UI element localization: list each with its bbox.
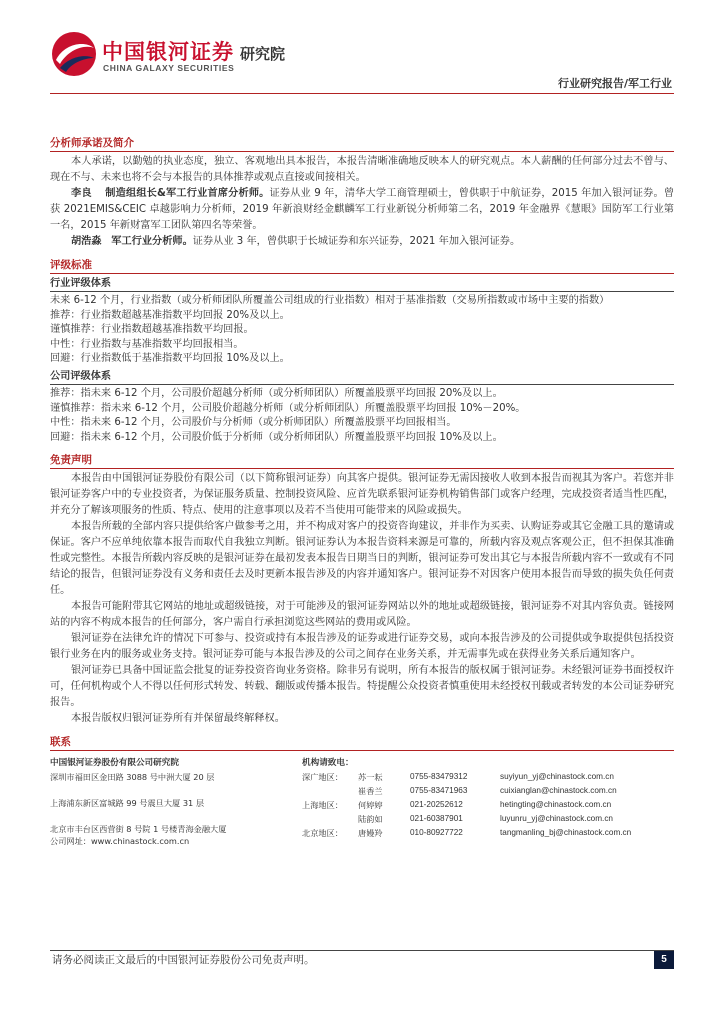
analyst-statement: 本人承诺，以勤勉的执业态度，独立、客观地出具本报告，本报告清晰准确地反映本人的研究观点。本人薪酬的任何部分过去不曾与、现在不与、未来也将不会与本报告的具体推荐或观点直接或间接相关。	[50, 156, 674, 183]
contact-row	[302, 826, 674, 840]
company-logo	[50, 30, 310, 80]
contact-name: 何婷婷	[358, 800, 383, 811]
contact-name: 苏一耘	[358, 772, 383, 783]
rating-line: 回避：行业指数低于基准指数平均回报 10%及以上。	[50, 353, 290, 365]
address-line: 北京市丰台区西营街 8 号院 1 号楼青海金融大厦	[50, 824, 227, 835]
contact-name: 崔香兰	[358, 786, 383, 797]
analyst-bio	[50, 186, 674, 234]
footer-note: 请务必阅读正文最后的中国银河证券股份公司免责声明。	[52, 954, 315, 966]
contact-section-title: 联系	[50, 735, 674, 751]
disclaimer-paragraph: 本报告版权归银河证券所有并保留最终解释权。	[71, 713, 285, 725]
contact-phone: 021-60387901	[410, 814, 463, 824]
company-rating-title: 公司评级体系	[50, 369, 674, 385]
analyst-bio-text: 证券从业 3 年，曾供职于长城证券和东兴证券，2021 年加入银河证券。	[192, 236, 521, 247]
analyst-title: 军工行业分析师。	[111, 236, 193, 247]
company-name-en: CHINA GALAXY SECURITIES	[103, 63, 235, 73]
contact-row	[302, 812, 674, 826]
analyst-bio-text: 证券从业 9 年，清华大学工商管理硕士，曾供职于中航证券，2015 年加入银河证券。曾获 2021EMIS&CEIC 卓越影响力分析师，2019 年新浪财经金麒麟军工行业新锐分析师第二名，2019 年金融界《慧眼》国防军工行业第一名，2015 年新财富军工团队第四名等荣誉。	[50, 188, 675, 231]
company-name-cn: 中国银河证券	[102, 40, 234, 64]
company-website[interactable]: 公司网址：www.chinastock.com.cn	[50, 836, 190, 847]
contact-row	[302, 784, 674, 798]
contact-region: 北京地区：	[302, 828, 343, 839]
address-line: 上海浦东新区富城路 99 号震旦大厦 31 层	[50, 798, 205, 809]
header-divider	[50, 93, 674, 94]
rating-line: 中性：行业指数与基准指数平均回报相当。	[50, 338, 244, 350]
rating-line: 谨慎推荐：行业指数超越基准指数平均回报。	[50, 324, 254, 336]
disclaimer-paragraph: 本报告由中国银河证券股份有限公司（以下简称银河证券）向其客户提供。银河证券无需因接收人收到本报告而视其为客户。若您并非银河证券客户中的专业投资者，为保证服务质量、控制投资风险、应首先联系银河证券机构销售部门或客户经理，完成投资者适当性匹配，并充分了解该项服务的性质、特点、使用的注意事项以及若不当使用可能带来的风险或损失。	[50, 473, 674, 517]
rating-line: 回避：指未来 6-12 个月，公司股价低于分析师（或分析师团队）所覆盖股票平均回报 10%及以上。	[50, 431, 503, 443]
contact-email[interactable]: hetingting@chinastock.com.cn	[500, 800, 612, 810]
analyst-bio	[50, 234, 674, 250]
disclaimer-paragraph: 银河证券已具备中国证监会批复的证券投资咨询业务资格。除非另有说明，所有本报告的版权属于银河证券。未经银河证券书面授权许可，任何机构或个人不得以任何形式转发、转载、翻版或传播本报告。特提醒公众投资者慎重使用未经授权刊载或者转发的本公司证券研究报告。	[50, 665, 674, 709]
report-type: 行业研究报告/军工行业	[557, 77, 672, 90]
disclaimer-paragraph: 银河证券在法律允许的情况下可参与、投资或持有本报告涉及的证券或进行证券交易，或向本报告涉及的公司提供或争取提供包括投资银行业务在内的服务或业务支持。银河证券可能与本报告涉及的公司之间存在业务关系，并无需事先或在获得业务关系后通知客户。	[50, 633, 674, 661]
contact-phone: 010-80927722	[410, 828, 463, 838]
rating-line: 谨慎推荐：指未来 6-12 个月，公司股价超越分析师（或分析师团队）所覆盖股票平均回报 10%－20%。	[50, 402, 526, 414]
galaxy-swoosh-icon	[50, 30, 98, 78]
disclaimer-paragraph: 本报告所载的全部内容只提供给客户做参考之用，并不构成对客户的投资咨询建议，并非作为买卖、认购证券或其它金融工具的邀请或保证。客户不应单纯依靠本报告而取代自我独立判断。银河证券认为本报告资料来源是可靠的，所载内容及观点客观公正，但不担保其准确性或完整性。本报告所载内容反映的是银河证券在最初发表本报告日期当日的判断，银河证券可发出其它与本报告所载内容不一致或有不同结论的报告，但银河证券没有义务和责任去及时更新本报告涉及的内容并通知客户。银河证券不对因客户使用本报告而导致的损失负任何责任。	[50, 521, 674, 597]
contact-phone: 0755-83471963	[410, 786, 468, 796]
contact-row	[302, 798, 674, 812]
main-content	[50, 136, 674, 867]
contact-phone: 0755-83479312	[410, 772, 468, 782]
contact-block	[50, 757, 674, 867]
rating-line: 中性：指未来 6-12 个月，公司股价与分析师（或分析师团队）所覆盖股票平均回报相当。	[50, 417, 457, 429]
rating-line: 推荐：指未来 6-12 个月，公司股价超越分析师（或分析师团队）所覆盖股票平均回报 20%及以上。	[50, 387, 503, 399]
contacts-title: 机构请致电：	[302, 758, 354, 769]
analyst-title: 制造组组长&军工行业首席分析师。	[105, 188, 270, 199]
company-addresses	[50, 757, 290, 847]
analyst-section-title: 分析师承诺及简介	[50, 136, 674, 152]
address-line: 深圳市福田区金田路 3088 号中洲大厦 20 层	[50, 772, 215, 783]
rating-line: 未来 6-12 个月，行业指数（或分析师团队所覆盖公司组成的行业指数）相对于基准指数（交易所指数或市场中主要的指数）	[50, 295, 610, 306]
institute-label: 研究院	[240, 45, 286, 63]
contact-email[interactable]: suyiyun_yj@chinastock.com.cn	[500, 772, 614, 782]
contact-name: 陆韵如	[358, 814, 383, 825]
rating-line: 推荐：行业指数超越基准指数平均回报 20%及以上。	[50, 309, 290, 321]
institution-contacts	[302, 757, 674, 840]
analyst-name: 李良	[71, 188, 92, 199]
contact-region: 深广地区：	[302, 772, 343, 783]
contact-company-name: 中国银河证券股份有限公司研究院	[50, 758, 179, 769]
contact-region: 上海地区：	[302, 800, 343, 811]
contact-email[interactable]: luyunru_yj@chinastock.com.cn	[500, 814, 613, 824]
contact-phone: 021-20252612	[410, 800, 463, 810]
contact-email[interactable]: cuixianglan@chinastock.com.cn	[500, 786, 617, 796]
disclaimer-section-title: 免责声明	[50, 453, 674, 469]
analyst-name: 胡浩淼	[71, 236, 102, 247]
disclaimer-paragraph: 本报告可能附带其它网站的地址或超级链接，对于可能涉及的银河证券网站以外的地址或超级链接，银河证券不对其内容负责。链接网站的内容不构成本报告的任何部分，客户需自行承担浏览这些网站的费用或风险。	[50, 601, 674, 629]
industry-rating-title: 行业评级体系	[50, 276, 674, 292]
page-number: 5	[654, 951, 674, 969]
contact-row	[302, 770, 674, 784]
footer-divider	[50, 950, 674, 951]
rating-section-title: 评级标准	[50, 258, 674, 274]
contact-email[interactable]: tangmanling_bj@chinastock.com.cn	[500, 828, 632, 838]
contact-name: 唐嫚羚	[358, 828, 383, 839]
